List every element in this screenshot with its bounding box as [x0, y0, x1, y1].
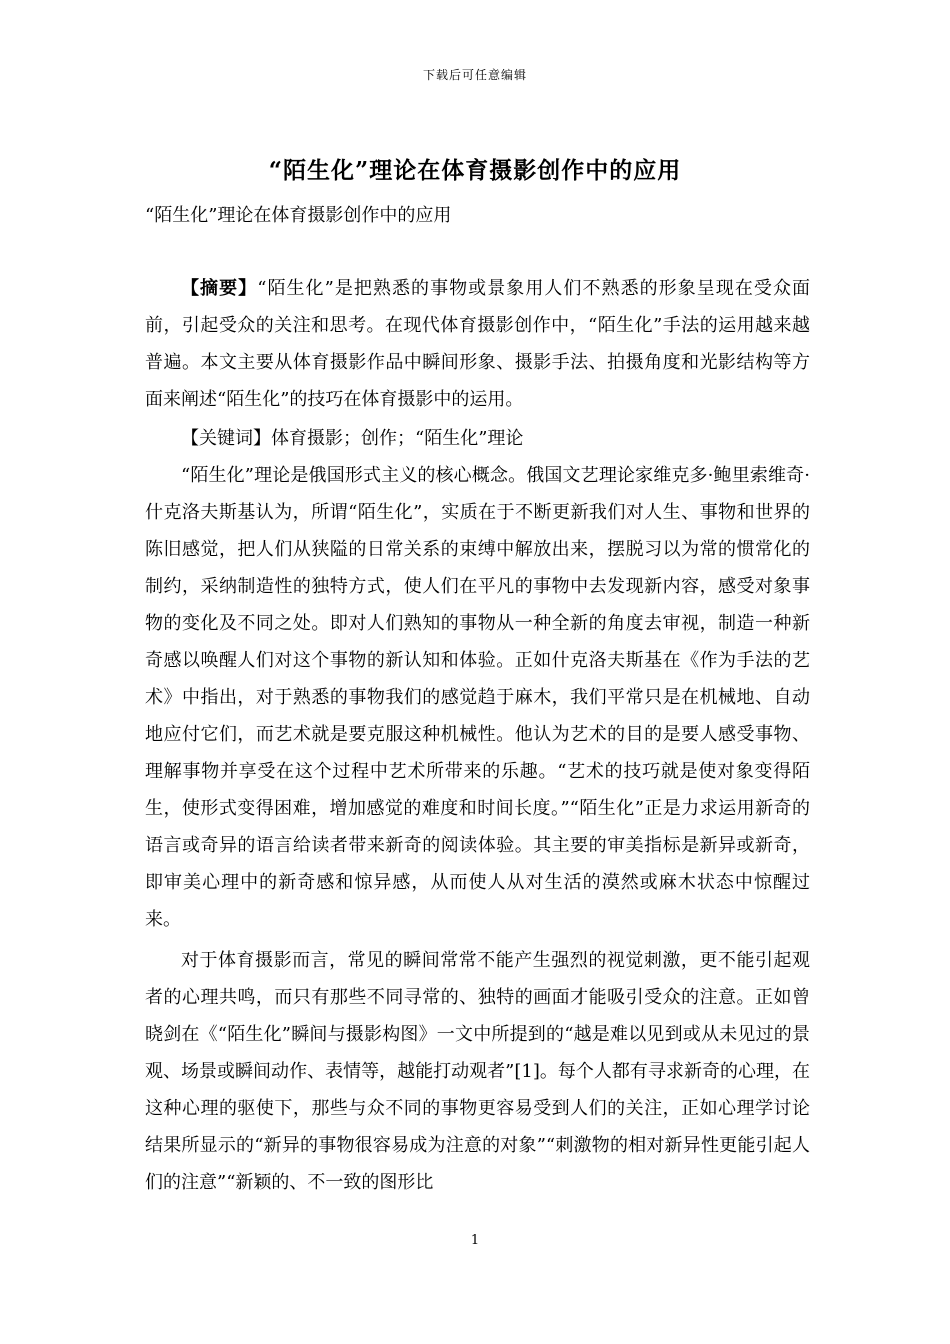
keywords-text: 体育摄影；创作；“陌生化”理论 — [271, 428, 524, 449]
body-paragraph: “陌生化”理论是俄国形式主义的核心概念。俄国文艺理论家维克多·鲍里索维奇·什克洛夫斯基认为，所谓“陌生化”，实质在于不断更新我们对人生、事物和世界的陈旧感觉，把人们从狭隘的日常关系的束缚中解放出来，摆脱习以为常的惯常化的制约，采纳制造性的独特方式，使人们在平凡的事物中去发现新内容，感受对象事物的变化及不同之处。即对人们熟知的事物从一种全新的角度去审视，制造一种新奇感以唤醒人们对这个事物的新认知和体验。正如什克洛夫斯基在《作为手法的艺术》中指出，对于熟悉的事物我们的感觉趋于麻木，我们平常只是在机械地、自动地应付它们，而艺术就是要克服这种机械性。他认为艺术的目的是要人感受事物、理解事物并享受在这个过程中艺术所带来的乐趣。“艺术的技巧就是使对象变得陌生，使形式变得困难，增加感觉的难度和时间长度。”“陌生化”正是力求运用新奇的语言或奇异的语言给读者带来新奇的阅读体验。其主要的审美指标是新异或新奇，即审美心理中的新奇感和惊异感，从而使人从对生活的漠然或麻木状态中惊醒过来。 — [145, 465, 810, 930]
body-paragraph: 对于体育摄影而言，常见的瞬间常常不能产生强烈的视觉刺激，更不能引起观者的心理共鸣，而只有那些不同寻常的、独特的画面才能吸引受众的注意。正如曾晓剑在《“陌生化”瞬间与摄影构图》一文中所提到的“越是难以见到或从未见过的景观、场景或瞬间动作、表情等，越能打动观者”[1]。每个人都有寻求新奇的心理，在这种心理的驱使下，那些与众不同的事物更容易受到人们的关注，正如心理学讨论结果所显示的“新异的事物很容易成为注意的对象”“刺激物的相对新异性更能引起人们的注意”“新颖的、不一致的图形比 — [145, 950, 810, 1193]
document-title: “陌生化”理论在体育摄影创作中的应用 — [268, 157, 682, 184]
keywords-tag: 【关键词】 — [181, 428, 271, 449]
keywords-paragraph — [145, 420, 810, 457]
document-subtitle: “陌生化”理论在体育摄影创作中的应用 — [145, 205, 452, 226]
abstract-tag: 【摘要】 — [181, 278, 258, 299]
page-header-note: 下载后可任意编辑 — [422, 68, 527, 82]
page-number: 1 — [470, 1233, 480, 1248]
abstract-text: “陌生化”是把熟悉的事物或景象用人们不熟悉的形象呈现在受众面前，引起受众的关注和思考。在现代体育摄影创作中，“陌生化”手法的运用越来越普遍。本文主要从体育摄影作品中瞬间形象、摄影手法、拍摄角度和光影结构等方面来阐述“陌生化”的技巧在体育摄影中的运用。 — [145, 278, 811, 410]
document-body — [145, 270, 810, 1201]
abstract-paragraph — [145, 270, 810, 418]
